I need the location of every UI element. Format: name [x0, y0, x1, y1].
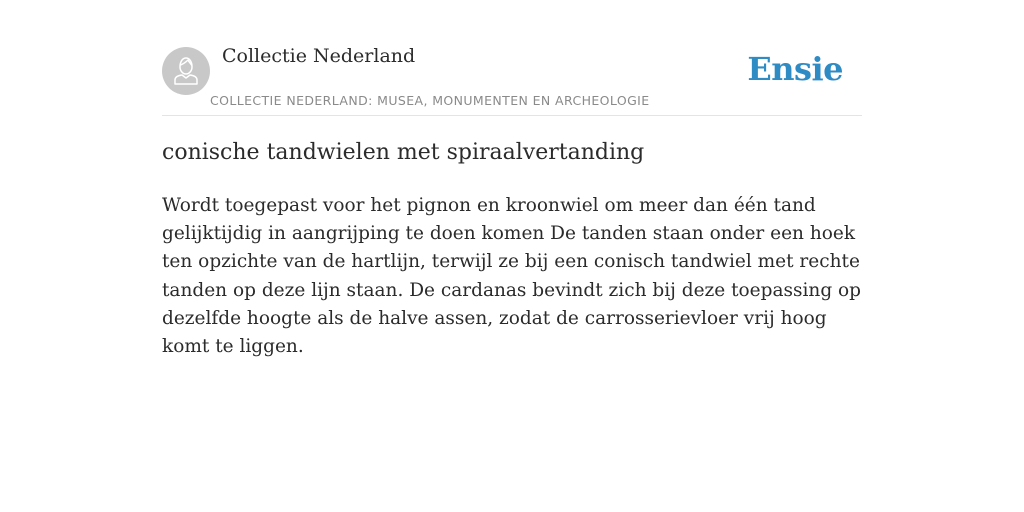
author-name[interactable]: Collectie Nederland	[222, 45, 416, 67]
source-link[interactable]: COLLECTIE NEDERLAND: MUSEA, MONUMENTEN EN ARCHEOLOGIE	[210, 93, 650, 108]
ensie-logo[interactable]: Ensie	[747, 50, 843, 88]
article-title: conische tandwielen met spiraalvertanding	[162, 140, 645, 165]
user-placeholder-icon	[162, 47, 210, 95]
header	[162, 44, 862, 116]
article-body: Wordt toegepast voor het pignon en kroonwiel om meer dan één tand gelijktijdig in aangrijping te doen komen De tanden staan onder een hoek ten opzichte van de hartlijn, terwijl ze bij een conisch tandwiel met rechte tanden op deze lijn staan. De cardanas bevindt zich bij deze toepassing op dezelfde hoogte als de halve assen, zodat de carrosserievloer vrij hoog komt te liggen.	[162, 195, 862, 358]
avatar[interactable]	[162, 47, 210, 95]
